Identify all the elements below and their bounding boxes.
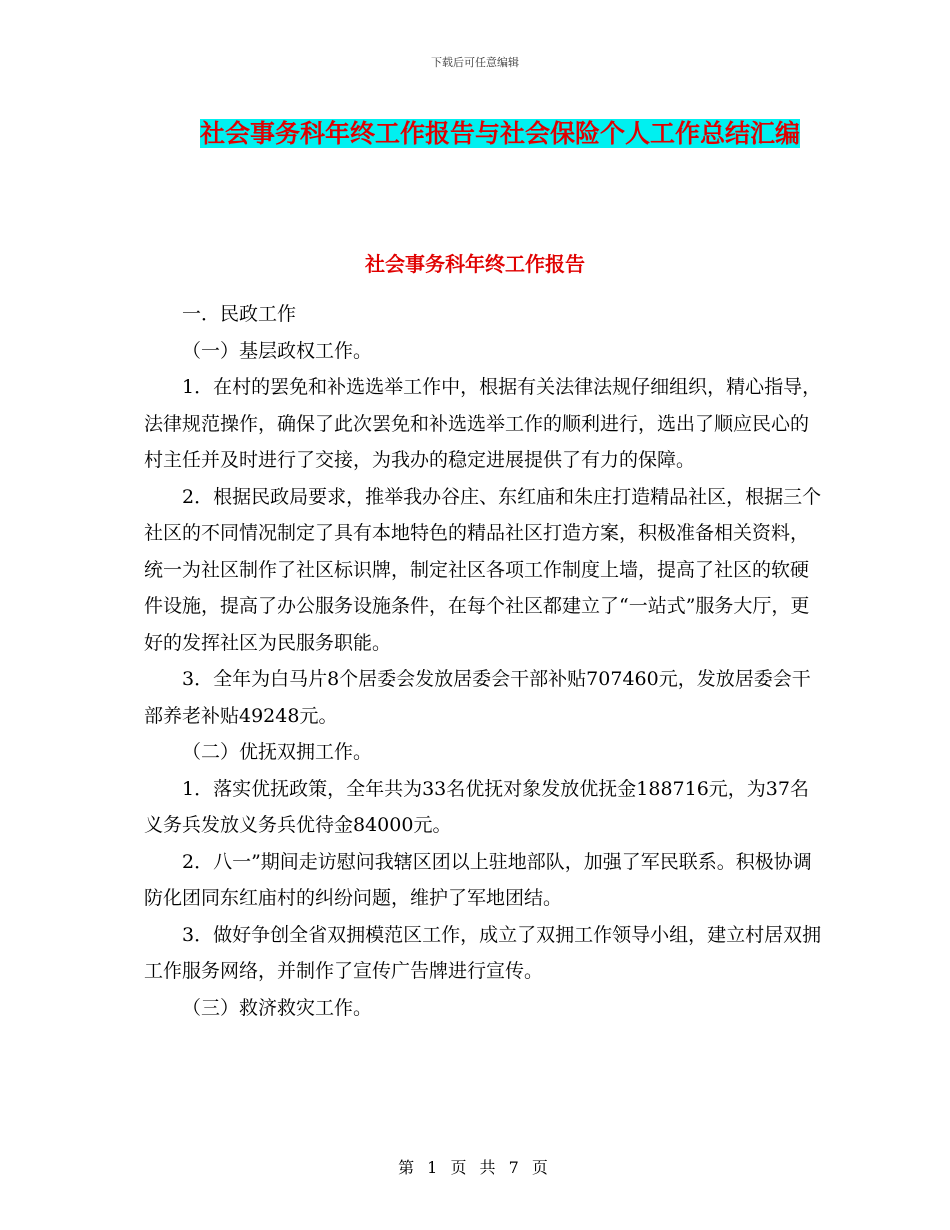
document-title-text: 社会事务科年终工作报告与社会保险个人工作总结汇编	[199, 119, 800, 148]
document-title	[190, 112, 810, 156]
body-text	[144, 296, 824, 1026]
heading-civil-affairs: 一．民政工作	[182, 303, 297, 325]
header-note: 下载后可任意编辑	[431, 56, 519, 69]
page-footer: 第 1 页 共 7 页	[398, 1158, 552, 1177]
paragraph: 2．八一”期间走访慰问我辖区团以上驻地部队，加强了军民联系。积极协调防化团同东红庙村的纠纷问题，维护了军地团结。	[144, 850, 812, 909]
subheading-grassroots: （一）基层政权工作。	[182, 339, 373, 362]
section-title: 社会事务科年终工作报告	[365, 252, 585, 276]
paragraph: 3．做好争创全省双拥模范区工作，成立了双拥工作领导小组，建立村居双拥工作服务网络，并制作了宣传广告牌进行宣传。	[144, 923, 822, 982]
paragraph: 1．在村的罢免和补选选举工作中，根据有关法律法规仔细组织，精心指导，法律规范操作，确保了此次罢免和补选选举工作的顺利进行，选出了顺应民心的村主任并及时进行了交接，为我办的稳定进展提供了有力的保障。	[144, 376, 822, 471]
paragraph: 1．落实优抚政策，全年共为33名优抚对象发放优抚金188716元，为37名义务兵发放义务兵优待金84000元。	[144, 777, 809, 836]
subheading-support: （二）优抚双拥工作。	[182, 741, 373, 763]
paragraph: 3．全年为白马片8个居委会发放居委会干部补贴707460元，发放居委会干部养老补贴49248元。	[144, 668, 811, 727]
subheading-relief: （三）救济救灾工作。	[182, 996, 373, 1019]
paragraph: 2．根据民政局要求，推举我办谷庄、东红庙和朱庄打造精品社区，根据三个社区的不同情况制定了具有本地特色的精品社区打造方案，积极准备相关资料，统一为社区制作了社区标识牌，制定社区各项工作制度上墙，提高了社区的软硬件设施，提高了办公服务设施条件，在每个社区都建立了“一站式”服务大厅，更好的发挥社区为民服务职能。	[144, 485, 822, 654]
